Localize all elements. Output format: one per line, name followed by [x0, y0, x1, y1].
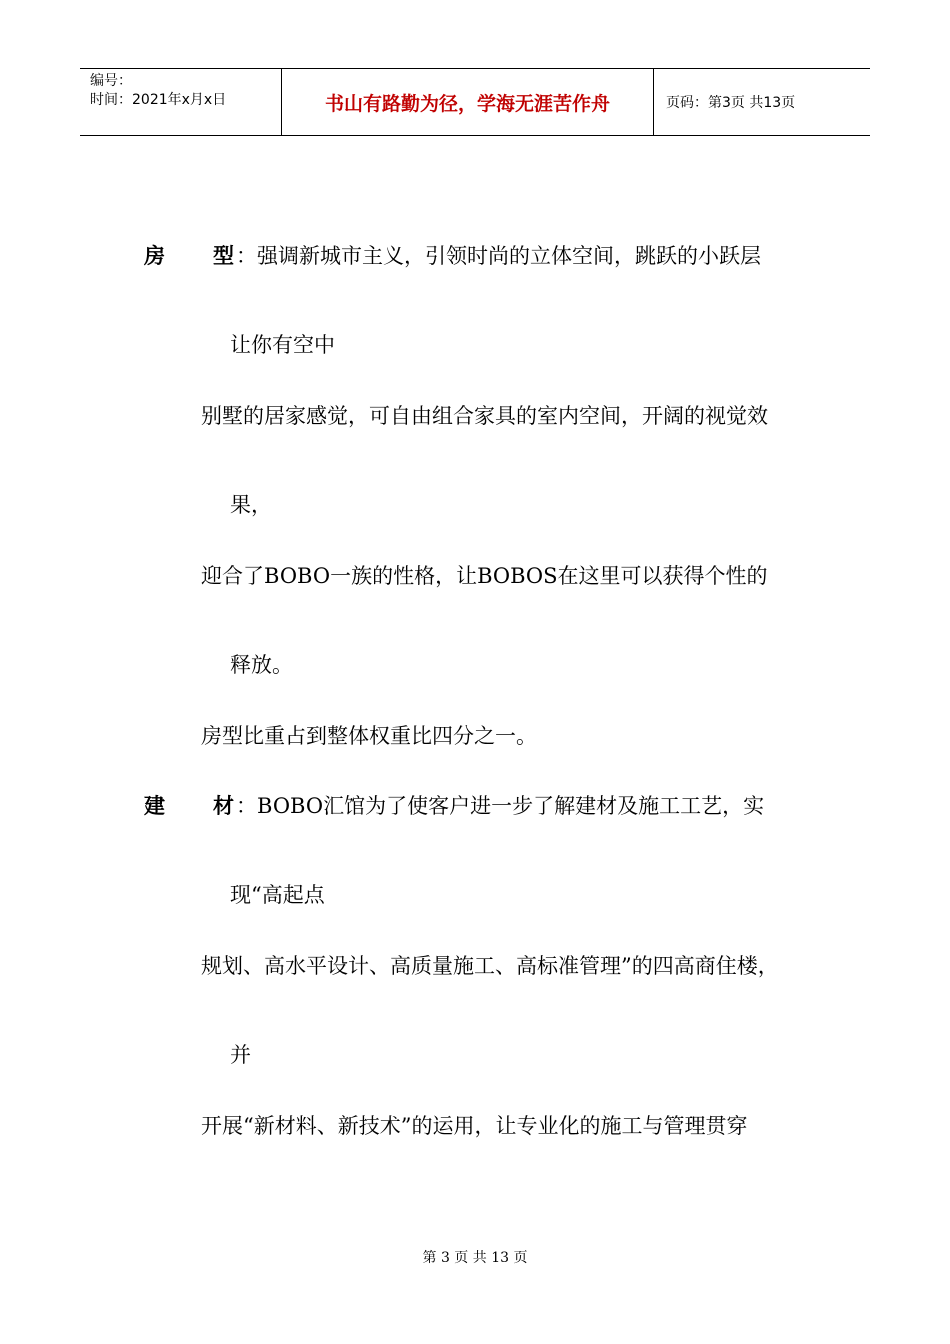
housing-line-1: ：强调新城市主义，引领时尚的立体空间，跳跃的小跃层 [236, 244, 761, 268]
page-footer: 第 3 页 共 13 页 [422, 1250, 528, 1266]
housing-line-3: 别墅的居家感觉，可自由组合家具的室内空间，开阔的视觉效 [201, 404, 768, 428]
materials-line-5: 开展“新材料、新技术”的运用，让专业化的施工与管理贯穿 [201, 1114, 748, 1138]
section-label-materials-char1: 建 [144, 794, 165, 818]
housing-line-4: 果， [230, 493, 272, 517]
header-page-info: 页码：第3页 共13页 [666, 95, 796, 111]
housing-line-6: 释放。 [230, 653, 293, 677]
document-time-label: 时间：2021年x月x日 [90, 92, 227, 108]
housing-line-7: 房型比重占到整体权重比四分之一。 [201, 724, 537, 748]
housing-line-2: 让你有空中 [230, 333, 335, 357]
section-label-housing-char1: 房 [144, 244, 165, 268]
page-header [80, 68, 870, 136]
document-number-label: 编号： [90, 73, 132, 89]
housing-line-5: 迎合了BOBO一族的性格，让BOBOS在这里可以获得个性的 [201, 564, 768, 588]
header-meta-cell [80, 69, 282, 135]
materials-line-4: 并 [230, 1043, 251, 1067]
section-label-housing-char2: 型 [213, 244, 234, 268]
materials-line-1: ：BOBO汇馆为了使客户进一步了解建材及施工工艺，实 [236, 794, 765, 818]
materials-line-2: 现“高起点 [230, 883, 325, 907]
materials-line-3: 规划、高水平设计、高质量施工、高标准管理”的四高商住楼， [201, 954, 779, 978]
section-label-materials-char2: 材 [213, 794, 234, 818]
header-motto: 书山有路勤为径，学海无涯苦作舟 [282, 69, 654, 135]
